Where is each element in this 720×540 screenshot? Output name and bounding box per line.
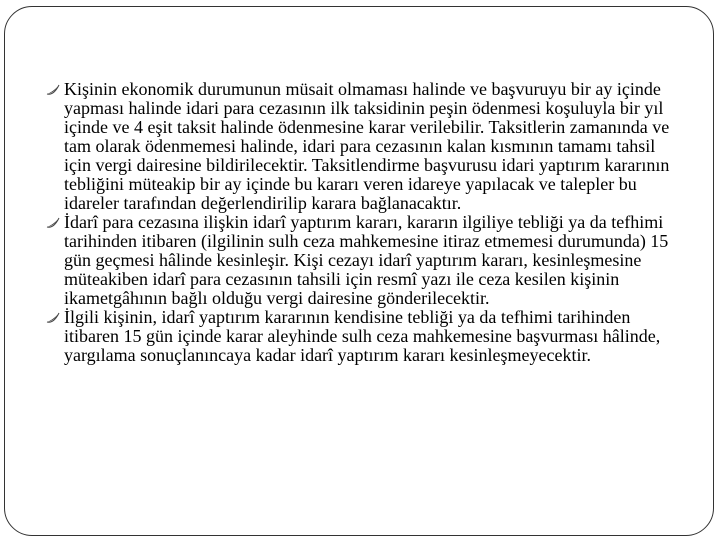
leaf-bullet-icon [46, 217, 60, 229]
bullet-text: Kişinin ekonomik durumunun müsait olmaması halinde ve başvuruyu bir ay içinde yapması halinde idari para cezasının ilk taksidinin peşin ödenmesi koşuluyla bir yıl içinde ve 4 eşit taksit halinde ödenmesine karar verilebilir. Taksitlerin zamanında ve tam olarak ödenmemesi halinde, idari para cezasının kalan kısmının tamamı tahsil için vergi dairesine bildirilecektir. Taksitlendirme başvurusu idari yaptırım kararının tebliğini müteakip bir ay içinde bu kararı veren idareye yapılacak ve talepler bu idareler tarafından değerlendirilip karara bağlanacaktır. [64, 79, 670, 213]
bullet-text: İdarî para cezasına ilişkin idarî yaptırım kararı, kararın ilgiliye tebliği ya da tefhimi tarihinden itibaren (ilgilinin sulh ceza mahkemesine itiraz etmemesi durumunda) 15 gün geçmesi hâlinde kesinleşir. Kişi cezayı idarî yaptırım kararı, kesinleşmesine müteakiben idarî para cezasının tahsili için resmî yazı ile ceza kesilen kişinin ikametgâhının bağlı olduğu vergi dairesine gönderilecektir. [64, 212, 669, 308]
slide-content [46, 80, 686, 365]
bullet-item-appeal [46, 308, 686, 365]
leaf-bullet-icon [46, 312, 60, 324]
bullet-item-finalization [46, 213, 686, 308]
leaf-bullet-icon [46, 84, 60, 96]
bullet-item-installment [46, 80, 686, 213]
bullet-text: İlgili kişinin, idarî yaptırım kararının kendisine tebliği ya da tefhimi tarihinden itibaren 15 gün içinde karar aleyhinde sulh ceza mahkemesine başvurması hâlinde, yargılama sonuçlanıncaya kadar idarî yaptırım kararı kesinleşmeyecektir. [64, 307, 661, 365]
